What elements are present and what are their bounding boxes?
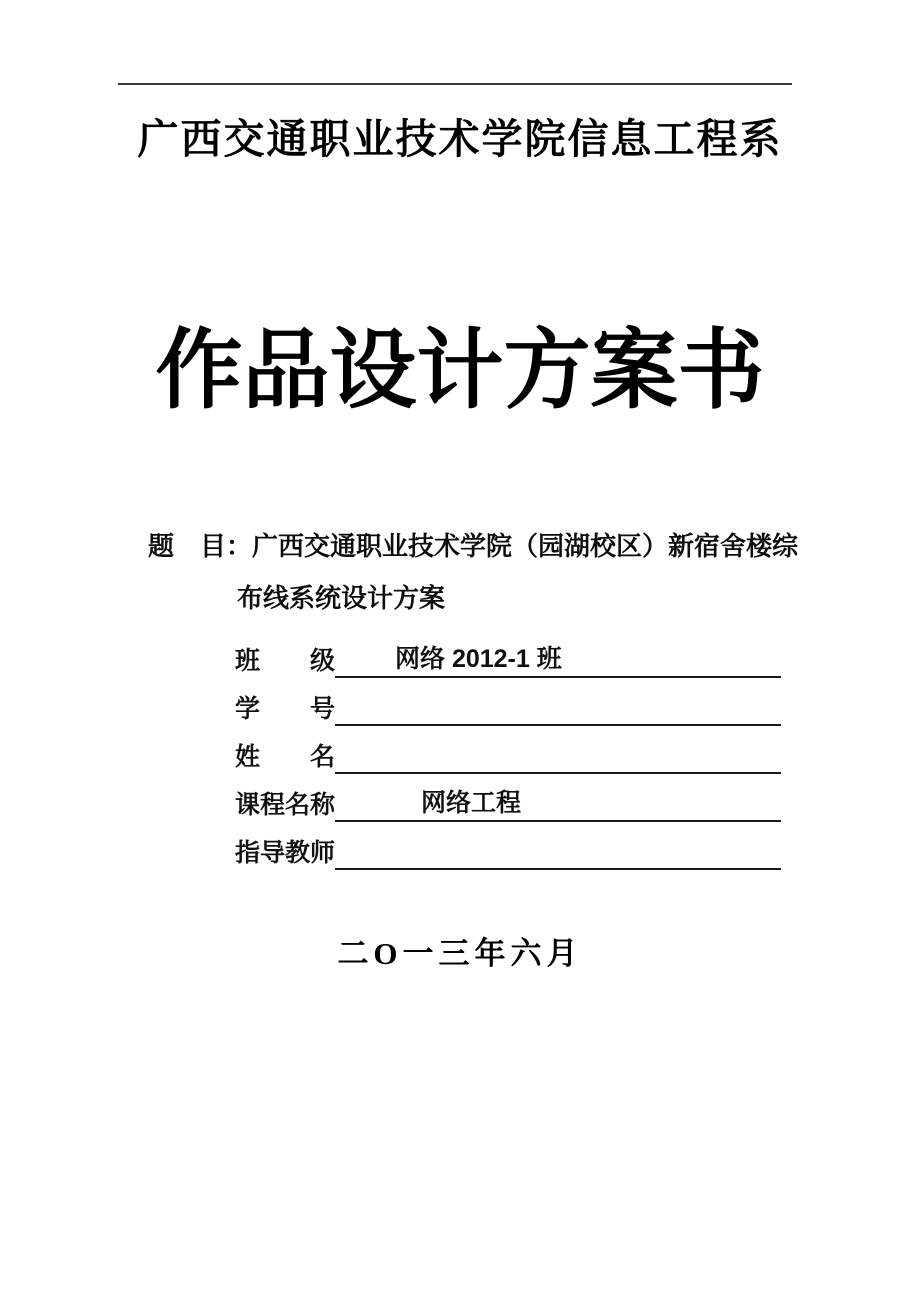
topic-label: 题 目：	[148, 531, 253, 561]
top-horizontal-rule	[118, 83, 792, 85]
advisor-label: 指导教师	[235, 839, 335, 867]
class-fill-line	[335, 639, 781, 678]
topic-text-line2: 布线系统设计方案	[237, 583, 446, 613]
main-title: 作品设计方案书	[155, 322, 765, 419]
course-fill-line	[335, 783, 781, 822]
department-title: 广西交通职业技术学院信息工程系	[137, 116, 783, 162]
advisor-fill-line	[335, 838, 781, 870]
name-fill-line	[335, 742, 781, 774]
student-id-fill-line	[335, 694, 781, 726]
form-row-student-id	[235, 678, 781, 726]
topic-section	[148, 520, 808, 624]
name-label: 姓名	[235, 743, 335, 771]
topic-line-1	[148, 520, 808, 572]
cover-date: 二O一三年六月	[337, 936, 583, 971]
form-row-advisor	[235, 822, 781, 870]
form-row-class	[235, 630, 781, 678]
class-value: 网络 2012-1 班	[395, 645, 562, 673]
form-row-course	[235, 774, 781, 822]
student-id-label: 学号	[235, 695, 335, 723]
cover-info-form	[235, 630, 781, 870]
course-label: 课程名称	[235, 791, 335, 819]
form-row-name	[235, 726, 781, 774]
topic-text-line1: 广西交通职业技术学院（园湖校区）新宿舍楼综	[252, 531, 799, 561]
class-label: 班级	[235, 647, 335, 675]
course-value: 网络工程	[421, 789, 522, 817]
